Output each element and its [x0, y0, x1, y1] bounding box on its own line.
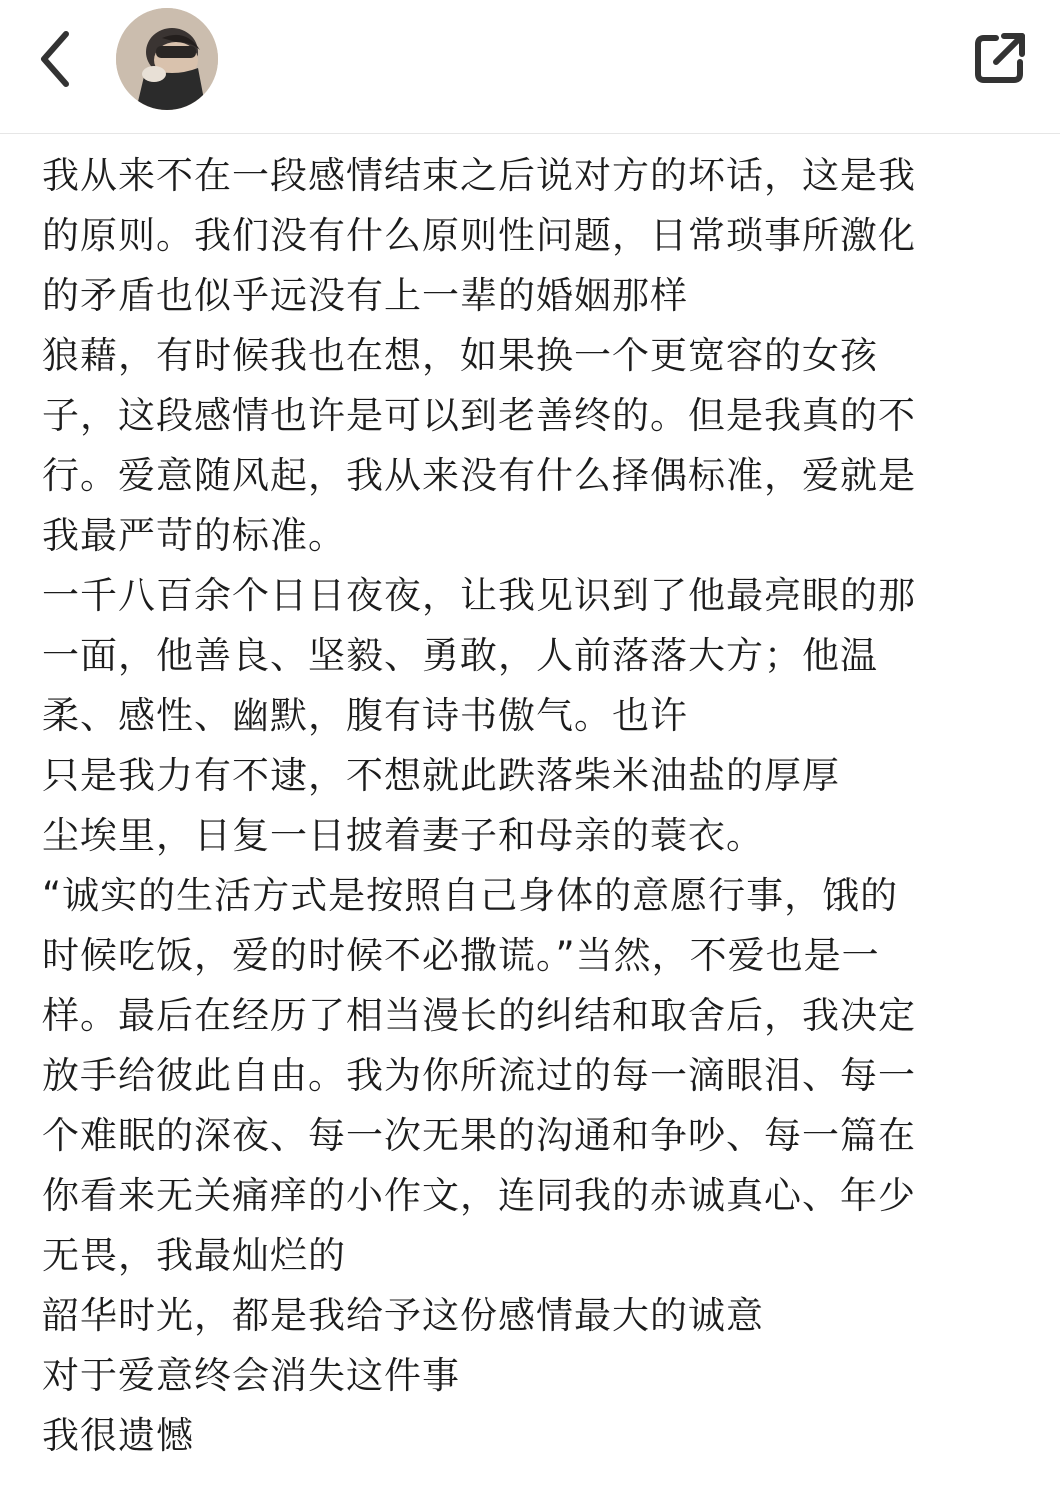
post-line: 尘埃里，日复一日披着妻子和母亲的蓑衣。	[42, 814, 764, 857]
back-button[interactable]	[26, 24, 86, 94]
chevron-left-icon	[26, 24, 86, 94]
post-line: 一千八百余个日日夜夜，让我见识到了他最亮眼的那	[42, 574, 916, 617]
post-line: 的原则。我们没有什么原则性问题，日常琐事所激化	[42, 214, 916, 257]
post-line: 子，这段感情也许是可以到老善终的。但是我真的不	[42, 394, 916, 437]
post-line: 只是我力有不逮，不想就此跌落柴米油盐的厚厚	[42, 754, 840, 797]
post-line: 放手给彼此自由。我为你所流过的每一滴眼泪、每一	[42, 1054, 916, 1097]
post-line: 柔、感性、幽默，腹有诗书傲气。也许	[42, 694, 688, 737]
share-icon	[966, 26, 1032, 92]
post-line: 样。最后在经历了相当漫长的纠结和取舍后，我决定	[42, 994, 916, 1037]
post-line: 韶华时光，都是我给予这份感情最大的诚意	[42, 1294, 764, 1337]
top-bar	[0, 0, 1060, 134]
post-line: 的矛盾也似乎远没有上一辈的婚姻那样	[42, 274, 688, 317]
post-line: 无畏，我最灿烂的	[42, 1234, 346, 1277]
post-line: 行。爱意随风起，我从来没有什么择偶标准，爱就是	[42, 454, 916, 497]
avatar[interactable]	[116, 8, 218, 110]
post-line: 个难眠的深夜、每一次无果的沟通和争吵、每一篇在	[42, 1114, 916, 1157]
post-content	[42, 146, 1007, 1466]
post-line: “诚实的生活方式是按照自己身体的意愿行事，饿的	[42, 874, 899, 917]
post-line: 我最严苛的标准。	[42, 514, 346, 557]
share-button[interactable]	[966, 26, 1032, 92]
post-line: 我很遗憾	[42, 1414, 194, 1457]
post-line: 对于爱意终会消失这件事	[42, 1354, 460, 1397]
post-line: 时候吃饭，爱的时候不必撒谎。”当然，不爱也是一	[42, 934, 880, 977]
post-line: 狼藉，有时候我也在想，如果换一个更宽容的女孩	[42, 334, 878, 377]
post-line: 一面，他善良、坚毅、勇敢，人前落落大方；他温	[42, 634, 878, 677]
post-line: 你看来无关痛痒的小作文，连同我的赤诚真心、年少	[42, 1174, 916, 1217]
post-line: 我从来不在一段感情结束之后说对方的坏话，这是我	[42, 154, 916, 197]
avatar-image	[116, 8, 218, 110]
